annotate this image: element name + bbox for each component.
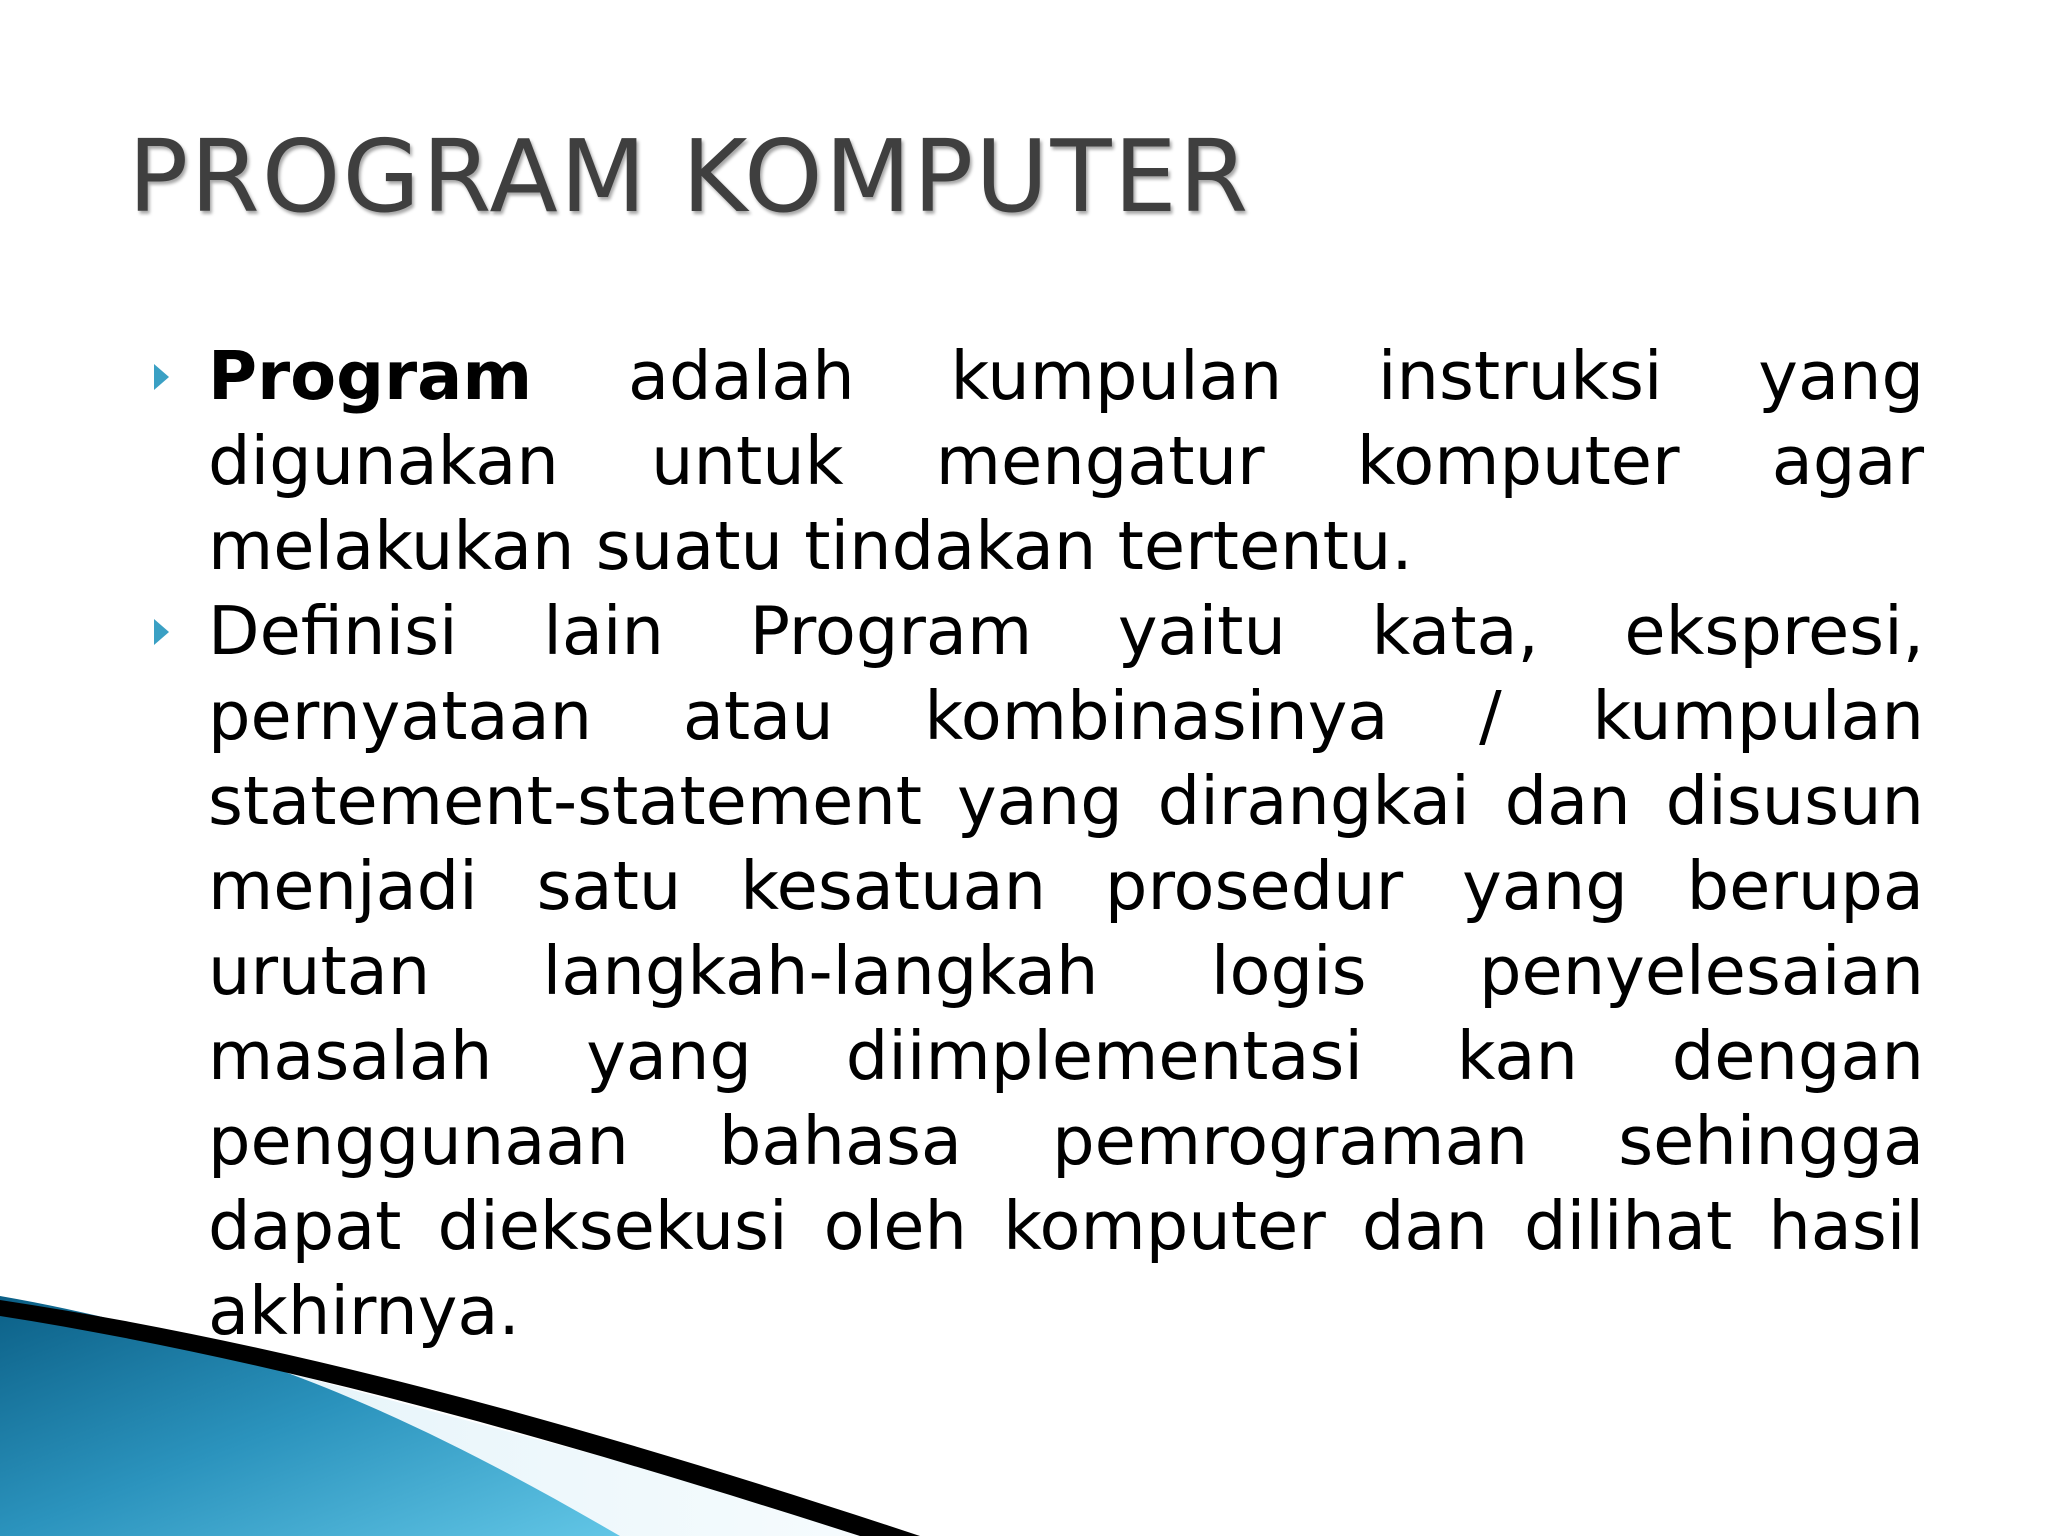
triangle-bullet-icon	[154, 619, 169, 645]
triangle-bullet-icon	[154, 364, 169, 390]
bullet-text: adalah kumpulan instruksi yang digunakan untuk mengatur komputer agar melakukan suatu tindakan tertentu.	[208, 337, 1924, 585]
bullet-item-program	[140, 334, 1924, 589]
bullet-text: Definisi lain Program yaitu kata, ekspresi, pernyataan atau kombinasinya / kumpulan statement-statement yang dirangkai dan disusun menjadi satu kesatuan prosedur yang berupa urutan langkah-langkah logis penyelesaian masalah yang diimplementasi kan dengan penggunaan bahasa pemrograman sehingga dapat dieksekusi oleh komputer dan dilihat hasil akhirnya.	[208, 592, 1924, 1350]
bullet-list	[140, 334, 1924, 1354]
slide-title: PROGRAM KOMPUTER	[128, 118, 1251, 235]
bullet-item-definisi	[140, 589, 1924, 1354]
bullet-lead-term: Program	[208, 337, 533, 415]
